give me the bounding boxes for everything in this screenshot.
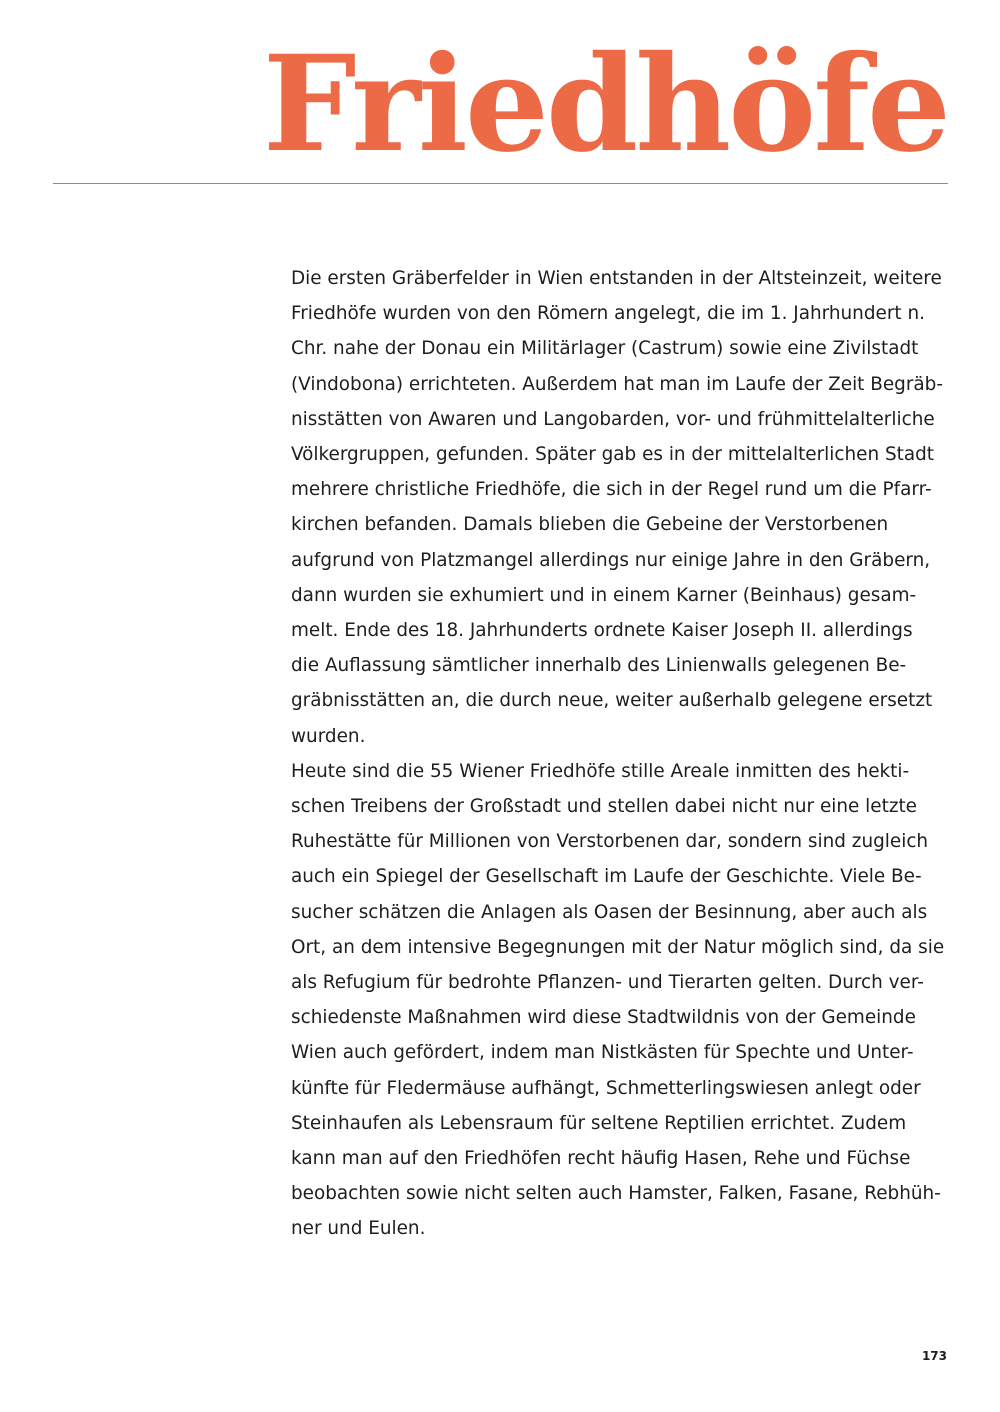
text-line: auch ein Spiegel der Gesellschaft im Laufe der Geschichte. Viele Be- bbox=[291, 866, 922, 888]
text-line: Chr. nahe der Donau ein Militärlager (Castrum) sowie eine Zivilstadt bbox=[291, 338, 919, 360]
text-line: die Auflassung sämtlicher innerhalb des Linienwalls gelegenen Be- bbox=[291, 655, 907, 677]
text-line: Heute sind die 55 Wiener Friedhöfe stille Areale inmitten des hekti- bbox=[291, 760, 910, 782]
text-line: schiedenste Maßnahmen wird diese Stadtwildnis von der Gemeinde bbox=[291, 1007, 916, 1029]
text-line: beobachten sowie nicht selten auch Hamster, Falken, Fasane, Rebhüh- bbox=[291, 1183, 941, 1205]
page-title: Friedhöfe bbox=[262, 27, 948, 182]
text-line: Wien auch gefördert, indem man Nistkästen für Spechte und Unter- bbox=[291, 1042, 914, 1064]
text-line: nisstätten von Awaren und Langobarden, vor- und frühmittelalterliche bbox=[291, 408, 935, 430]
text-line: Steinhaufen als Lebensraum für seltene Reptilien errichtet. Zudem bbox=[291, 1112, 907, 1134]
page-number: 173 bbox=[921, 1349, 947, 1363]
text-line: gräbnisstätten an, die durch neue, weiter außerhalb gelegene ersetzt bbox=[291, 690, 933, 712]
text-line: kann man auf den Friedhöfen recht häufig Hasen, Rehe und Füchse bbox=[291, 1148, 911, 1170]
text-line: künfte für Fledermäuse aufhängt, Schmetterlingswiesen anlegt oder bbox=[291, 1077, 921, 1099]
text-line: Friedhöfe wurden von den Römern angelegt, die im 1. Jahrhundert n. bbox=[291, 303, 925, 325]
text-line: wurden. bbox=[291, 725, 366, 747]
text-line: schen Treibens der Großstadt und stellen dabei nicht nur eine letzte bbox=[291, 796, 917, 818]
text-line: (Vindobona) errichteten. Außerdem hat man im Laufe der Zeit Begräb- bbox=[291, 373, 943, 395]
text-line: sucher schätzen die Anlagen als Oasen der Besinnung, aber auch als bbox=[291, 901, 928, 923]
text-line: melt. Ende des 18. Jahrhunderts ordnete Kaiser Joseph II. allerdings bbox=[291, 620, 913, 642]
text-line: kirchen befanden. Damals blieben die Gebeine der Verstorbenen bbox=[291, 514, 889, 536]
text-line: als Refugium für bedrohte Pflanzen- und Tierarten gelten. Durch ver- bbox=[291, 972, 924, 994]
text-line: Die ersten Gräberfelder in Wien entstanden in der Altsteinzeit, weitere bbox=[291, 268, 942, 289]
text-line: Ruhestätte für Millionen von Verstorbenen dar, sondern sind zugleich bbox=[291, 831, 929, 853]
text-line: Ort, an dem intensive Begegnungen mit der Natur möglich sind, da sie bbox=[291, 936, 945, 958]
text-line: mehrere christliche Friedhöfe, die sich in der Regel rund um die Pfarr- bbox=[291, 479, 932, 501]
body-text bbox=[291, 261, 951, 1247]
text-line: dann wurden sie exhumiert und in einem Karner (Beinhaus) gesam- bbox=[291, 584, 917, 606]
text-line: Völkergruppen, gefunden. Später gab es in der mittelalterlichen Stadt bbox=[291, 444, 935, 466]
text-line: aufgrund von Platzmangel allerdings nur einige Jahre in den Gräbern, bbox=[291, 549, 931, 571]
title-divider bbox=[53, 183, 948, 184]
text-line: ner und Eulen. bbox=[291, 1218, 426, 1240]
